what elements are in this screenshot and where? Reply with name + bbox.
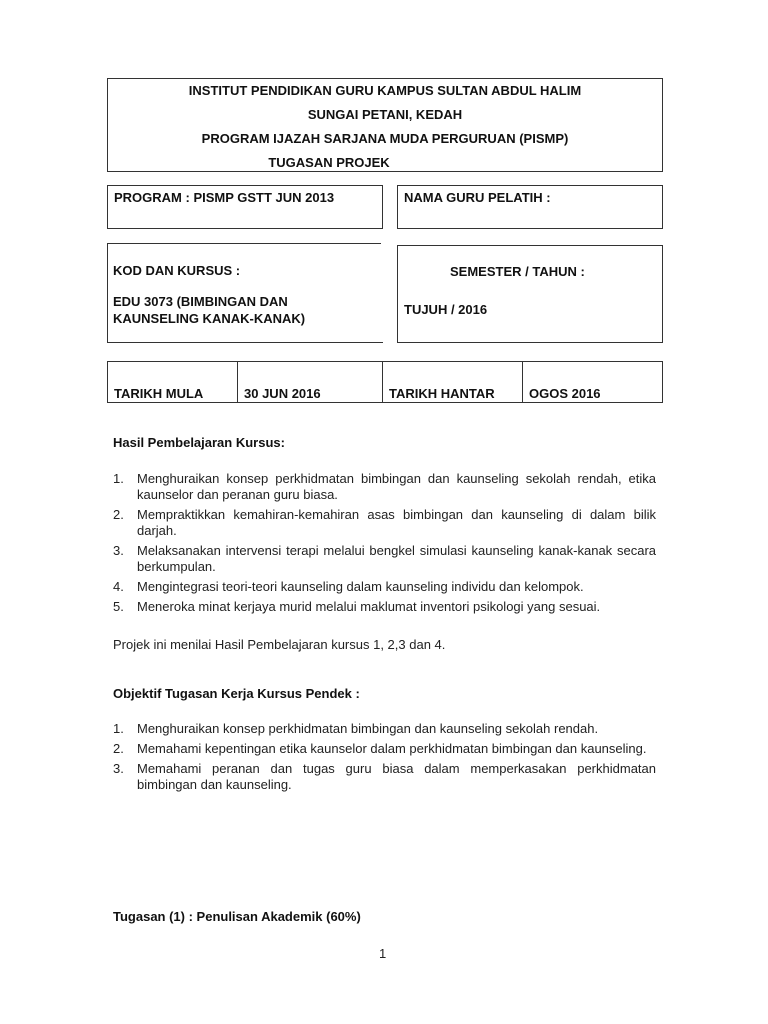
objectives-heading: Objektif Tugasan Kerja Kursus Pendek : [113,686,360,701]
institute-name: INSTITUT PENDIDIKAN GURU KAMPUS SULTAN ABDUL HALIM [188,83,582,98]
semester-box [397,245,663,343]
course-code-value-line1: EDU 3073 (BIMBINGAN DAN [113,294,288,309]
course-code-box [107,243,383,343]
document-header [107,78,663,172]
document-type: TUGASAN PROJEK [268,155,390,170]
trainee-name-label: NAMA GURU PELATIH : [404,190,551,205]
trainee-name-box [397,185,663,229]
objectives-list [113,721,656,797]
semester-label: SEMESTER / TAHUN : [450,264,585,279]
list-item: 2. Mempraktikkan kemahiran-kemahiran asas bimbingan dan kaunseling di dalam bilik darjah. [113,507,656,538]
submit-date-label: TARIKH HANTAR [389,386,495,401]
course-code-value-line2: KAUNSELING KANAK-KANAK) [113,311,306,326]
list-item: 5. Meneroka minat kerjaya murid melalui maklumat inventori psikologi yang sesuai. [113,599,601,614]
start-date-label-cell [108,362,238,402]
program-box [107,185,383,229]
submit-date-value: OGOS 2016 [529,386,601,401]
course-code-box-left-border [107,243,108,343]
assessment-note: Projek ini menilai Hasil Pembelajaran kursus 1, 2,3 dan 4. [113,637,446,652]
learning-outcomes-list [113,471,656,619]
learning-outcomes-heading: Hasil Pembelajaran Kursus: [113,435,285,450]
list-item: 3. Melaksanakan intervensi terapi melalui bengkel simulasi kaunseling kanak-kanak secara berkumpulan. [113,543,656,574]
list-item: 4. Mengintegrasi teori-teori kaunseling dalam kaunseling individu dan kelompok. [113,579,584,594]
course-code-box-top-border [107,243,381,244]
list-item: 2. Memahami kepentingan etika kaunselor dalam perkhidmatan bimbingan dan kaunseling. [113,741,647,756]
dates-table [107,361,663,403]
course-code-label: KOD DAN KURSUS : [113,263,241,278]
course-code-box-bottom-border [107,342,383,343]
start-date-label: TARIKH MULA [114,386,204,401]
submit-date-label-cell [383,362,523,402]
list-item: 1. Menghuraikan konsep perkhidmatan bimbingan dan kaunseling sekolah rendah, etika kaunselor dan peranan guru biasa. [113,471,656,502]
program-title: PROGRAM IJAZAH SARJANA MUDA PERGURUAN (PISMP) [201,131,569,146]
list-item: 3. Memahami peranan dan tugas guru biasa dalam memperkasakan perkhidmatan bimbingan dan kaunseling. [113,761,656,792]
start-date-value: 30 JUN 2016 [244,386,321,401]
semester-value: TUJUH / 2016 [404,302,488,317]
program-label: PROGRAM : PISMP GSTT JUN 2013 [114,190,335,205]
page-number: 1 [379,946,387,961]
institute-location: SUNGAI PETANI, KEDAH [307,107,463,122]
start-date-value-cell [238,362,383,402]
submit-date-value-cell [523,362,662,402]
assignment-heading: Tugasan (1) : Penulisan Akademik (60%) [113,909,361,924]
list-item: 1. Menghuraikan konsep perkhidmatan bimbingan dan kaunseling sekolah rendah. [113,721,599,736]
